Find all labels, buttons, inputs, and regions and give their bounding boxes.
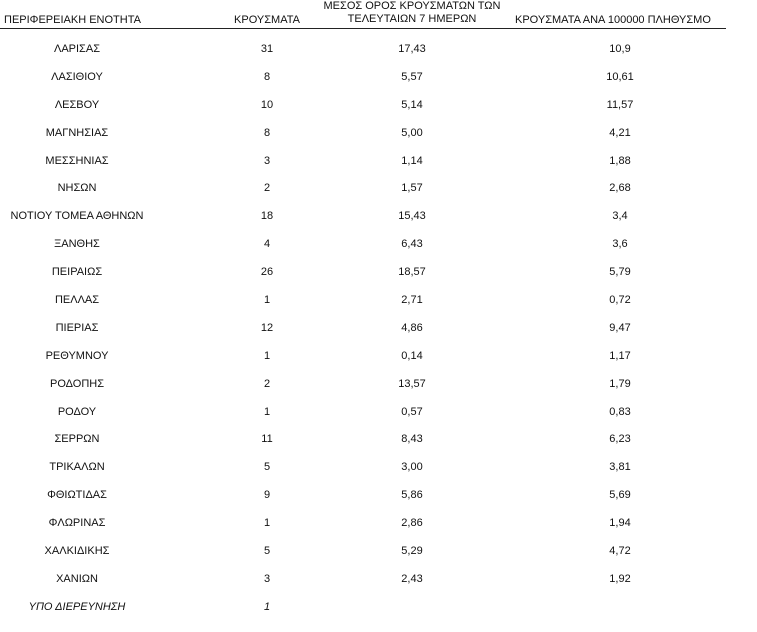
- cases-value: 10: [260, 98, 274, 111]
- region-name: ΡΟΔΟΥ: [57, 405, 97, 418]
- seven-day-average-value: 5,86: [401, 489, 423, 502]
- table-row: [0, 289, 757, 317]
- cases-per-100k-value: 4,21: [609, 126, 631, 139]
- cases-per-100k-value: 1,94: [609, 517, 631, 530]
- cases-per-100k-value: 1,88: [609, 154, 631, 167]
- table-row: [0, 261, 757, 289]
- table-row: [0, 568, 757, 596]
- region-name: ΠΕΙΡΑΙΩΣ: [51, 266, 103, 279]
- table-row: [0, 456, 757, 484]
- table-row: [0, 401, 757, 429]
- table-row: [0, 345, 757, 373]
- region-name: ΛΑΣΙΘΙΟΥ: [51, 70, 103, 83]
- header-seven-day-average-line-1: ΜΕΣΟΣ ΟΡΟΣ ΚΡΟΥΣΜΑΤΩΝ ΤΩΝ: [323, 0, 501, 12]
- seven-day-average-value: 3,00: [401, 461, 423, 474]
- region-name: ΝΟΤΙΟΥ ΤΟΜΕΑ ΑΘΗΝΩΝ: [10, 210, 144, 223]
- cases-value: 18: [260, 210, 274, 223]
- table-row: [0, 512, 757, 540]
- table-row: [0, 177, 757, 205]
- header-divider: [0, 28, 726, 29]
- under-investigation-cases: 1: [263, 600, 271, 613]
- seven-day-average-value: 17,43: [398, 43, 426, 55]
- cases-per-100k-value: 1,17: [609, 349, 631, 362]
- table-row: [0, 233, 757, 261]
- cases-value: 4: [263, 238, 271, 251]
- seven-day-average-value: 2,86: [401, 517, 423, 530]
- cases-value: 1: [263, 294, 271, 307]
- header-cases: ΚΡΟΥΣΜΑΤΑ: [234, 14, 300, 26]
- region-name: ΜΑΓΝΗΣΙΑΣ: [45, 126, 109, 139]
- cases-value: 3: [263, 154, 271, 167]
- region-name: ΦΘΙΩΤΙΔΑΣ: [47, 489, 107, 502]
- seven-day-average-value: 13,57: [398, 377, 426, 390]
- cases-value: 2: [263, 182, 271, 195]
- table-header: [0, 0, 757, 31]
- cases-per-100k-value: 5,69: [609, 489, 631, 502]
- cases-value: 31: [260, 43, 274, 55]
- region-name: ΠΕΛΛΑΣ: [54, 294, 100, 307]
- cases-value: 26: [260, 266, 274, 279]
- region-name: ΞΑΝΘΗΣ: [54, 238, 100, 251]
- cases-value: 3: [263, 572, 271, 585]
- under-investigation-label: ΥΠΟ ΔΙΕΡΕΥΝΗΣΗ: [28, 600, 126, 613]
- seven-day-average-value: 5,29: [401, 545, 423, 558]
- cases-value: 2: [263, 377, 271, 390]
- region-name: ΦΛΩΡΙΝΑΣ: [48, 517, 106, 530]
- region-name: ΡΕΘΥΜΝΟΥ: [45, 349, 109, 362]
- region-name: ΛΕΣΒΟΥ: [54, 98, 100, 111]
- cases-per-100k-value: 0,72: [609, 294, 631, 307]
- cases-per-100k-value: 1,92: [609, 572, 631, 585]
- seven-day-average-value: 2,43: [401, 572, 423, 585]
- cases-per-100k-value: 3,81: [609, 461, 631, 474]
- seven-day-average-value: 15,43: [398, 210, 426, 223]
- table-row: [0, 205, 757, 233]
- cases-per-100k-value: 9,47: [609, 321, 631, 334]
- header-region: ΠΕΡΙΦΕΡΕΙΑΚΗ ΕΝΟΤΗΤΑ: [4, 14, 141, 26]
- seven-day-average-value: 8,43: [401, 433, 423, 446]
- region-name: ΡΟΔΟΠΗΣ: [49, 377, 105, 390]
- cases-value: 5: [263, 461, 271, 474]
- region-name: ΤΡΙΚΑΛΩΝ: [49, 461, 105, 474]
- seven-day-average-value: 5,57: [401, 70, 423, 83]
- cases-value: 1: [263, 405, 271, 418]
- region-name: ΛΑΡΙΣΑΣ: [53, 43, 100, 55]
- cases-per-100k-value: 3,4: [612, 210, 628, 223]
- table-row: [0, 484, 757, 512]
- cases-value: 11: [261, 433, 273, 446]
- cases-per-100k-value: 1,79: [609, 377, 631, 390]
- table-row: [0, 540, 757, 568]
- header-cases-per-100k: ΚΡΟΥΣΜΑΤΑ ΑΝΑ 100000 ΠΛΗΘΥΣΜΟ: [515, 14, 711, 26]
- seven-day-average-value: 0,57: [401, 405, 423, 418]
- cases-value: 5: [263, 545, 271, 558]
- cases-value: 8: [263, 126, 271, 139]
- region-name: ΧΑΛΚΙΔΙΚΗΣ: [44, 545, 110, 558]
- cases-value: 8: [263, 70, 271, 83]
- header-seven-day-average: [322, 0, 502, 26]
- cases-per-100k-value: 6,23: [609, 433, 631, 446]
- cases-per-100k-value: 11,57: [606, 98, 634, 111]
- cases-per-100k-value: 5,79: [609, 266, 631, 279]
- region-name: ΝΗΣΩΝ: [57, 182, 97, 195]
- seven-day-average-value: 2,71: [401, 294, 423, 307]
- header-seven-day-average-line-2: ΤΕΛΕΥΤΑΙΩΝ 7 ΗΜΕΡΩΝ: [347, 13, 477, 25]
- table-row: [0, 122, 757, 150]
- seven-day-average-value: 5,14: [401, 98, 423, 111]
- cases-value: 1: [263, 517, 271, 530]
- table-row: [0, 428, 757, 456]
- cases-value: 1: [263, 349, 271, 362]
- cases-value: 9: [263, 489, 271, 502]
- table-row: [0, 94, 757, 122]
- seven-day-average-value: 0,14: [401, 349, 423, 362]
- table-body: [0, 38, 757, 624]
- cases-per-100k-value: 10,9: [609, 43, 631, 55]
- seven-day-average-value: 4,86: [401, 321, 423, 334]
- table-row: [0, 38, 757, 66]
- cases-per-100k-value: 4,72: [609, 545, 631, 558]
- table-row: [0, 373, 757, 401]
- cases-per-100k-value: 2,68: [609, 182, 631, 195]
- table-row: [0, 317, 757, 345]
- table-row: [0, 66, 757, 94]
- seven-day-average-value: 1,14: [401, 154, 423, 167]
- region-name: ΜΕΣΣΗΝΙΑΣ: [45, 154, 109, 167]
- seven-day-average-value: 18,57: [398, 266, 426, 279]
- cases-per-100k-value: 10,61: [606, 70, 634, 83]
- seven-day-average-value: 1,57: [401, 182, 423, 195]
- table-row: [0, 150, 757, 178]
- region-name: ΠΙΕΡΙΑΣ: [55, 321, 99, 334]
- under-investigation-row: [0, 596, 757, 624]
- region-name: ΣΕΡΡΩΝ: [54, 433, 100, 446]
- cases-value: 12: [260, 321, 274, 334]
- cases-per-100k-value: 3,6: [612, 238, 628, 251]
- seven-day-average-value: 6,43: [401, 238, 423, 251]
- seven-day-average-value: 5,00: [401, 126, 423, 139]
- region-name: ΧΑΝΙΩΝ: [56, 572, 98, 585]
- cases-per-100k-value: 0,83: [609, 405, 631, 418]
